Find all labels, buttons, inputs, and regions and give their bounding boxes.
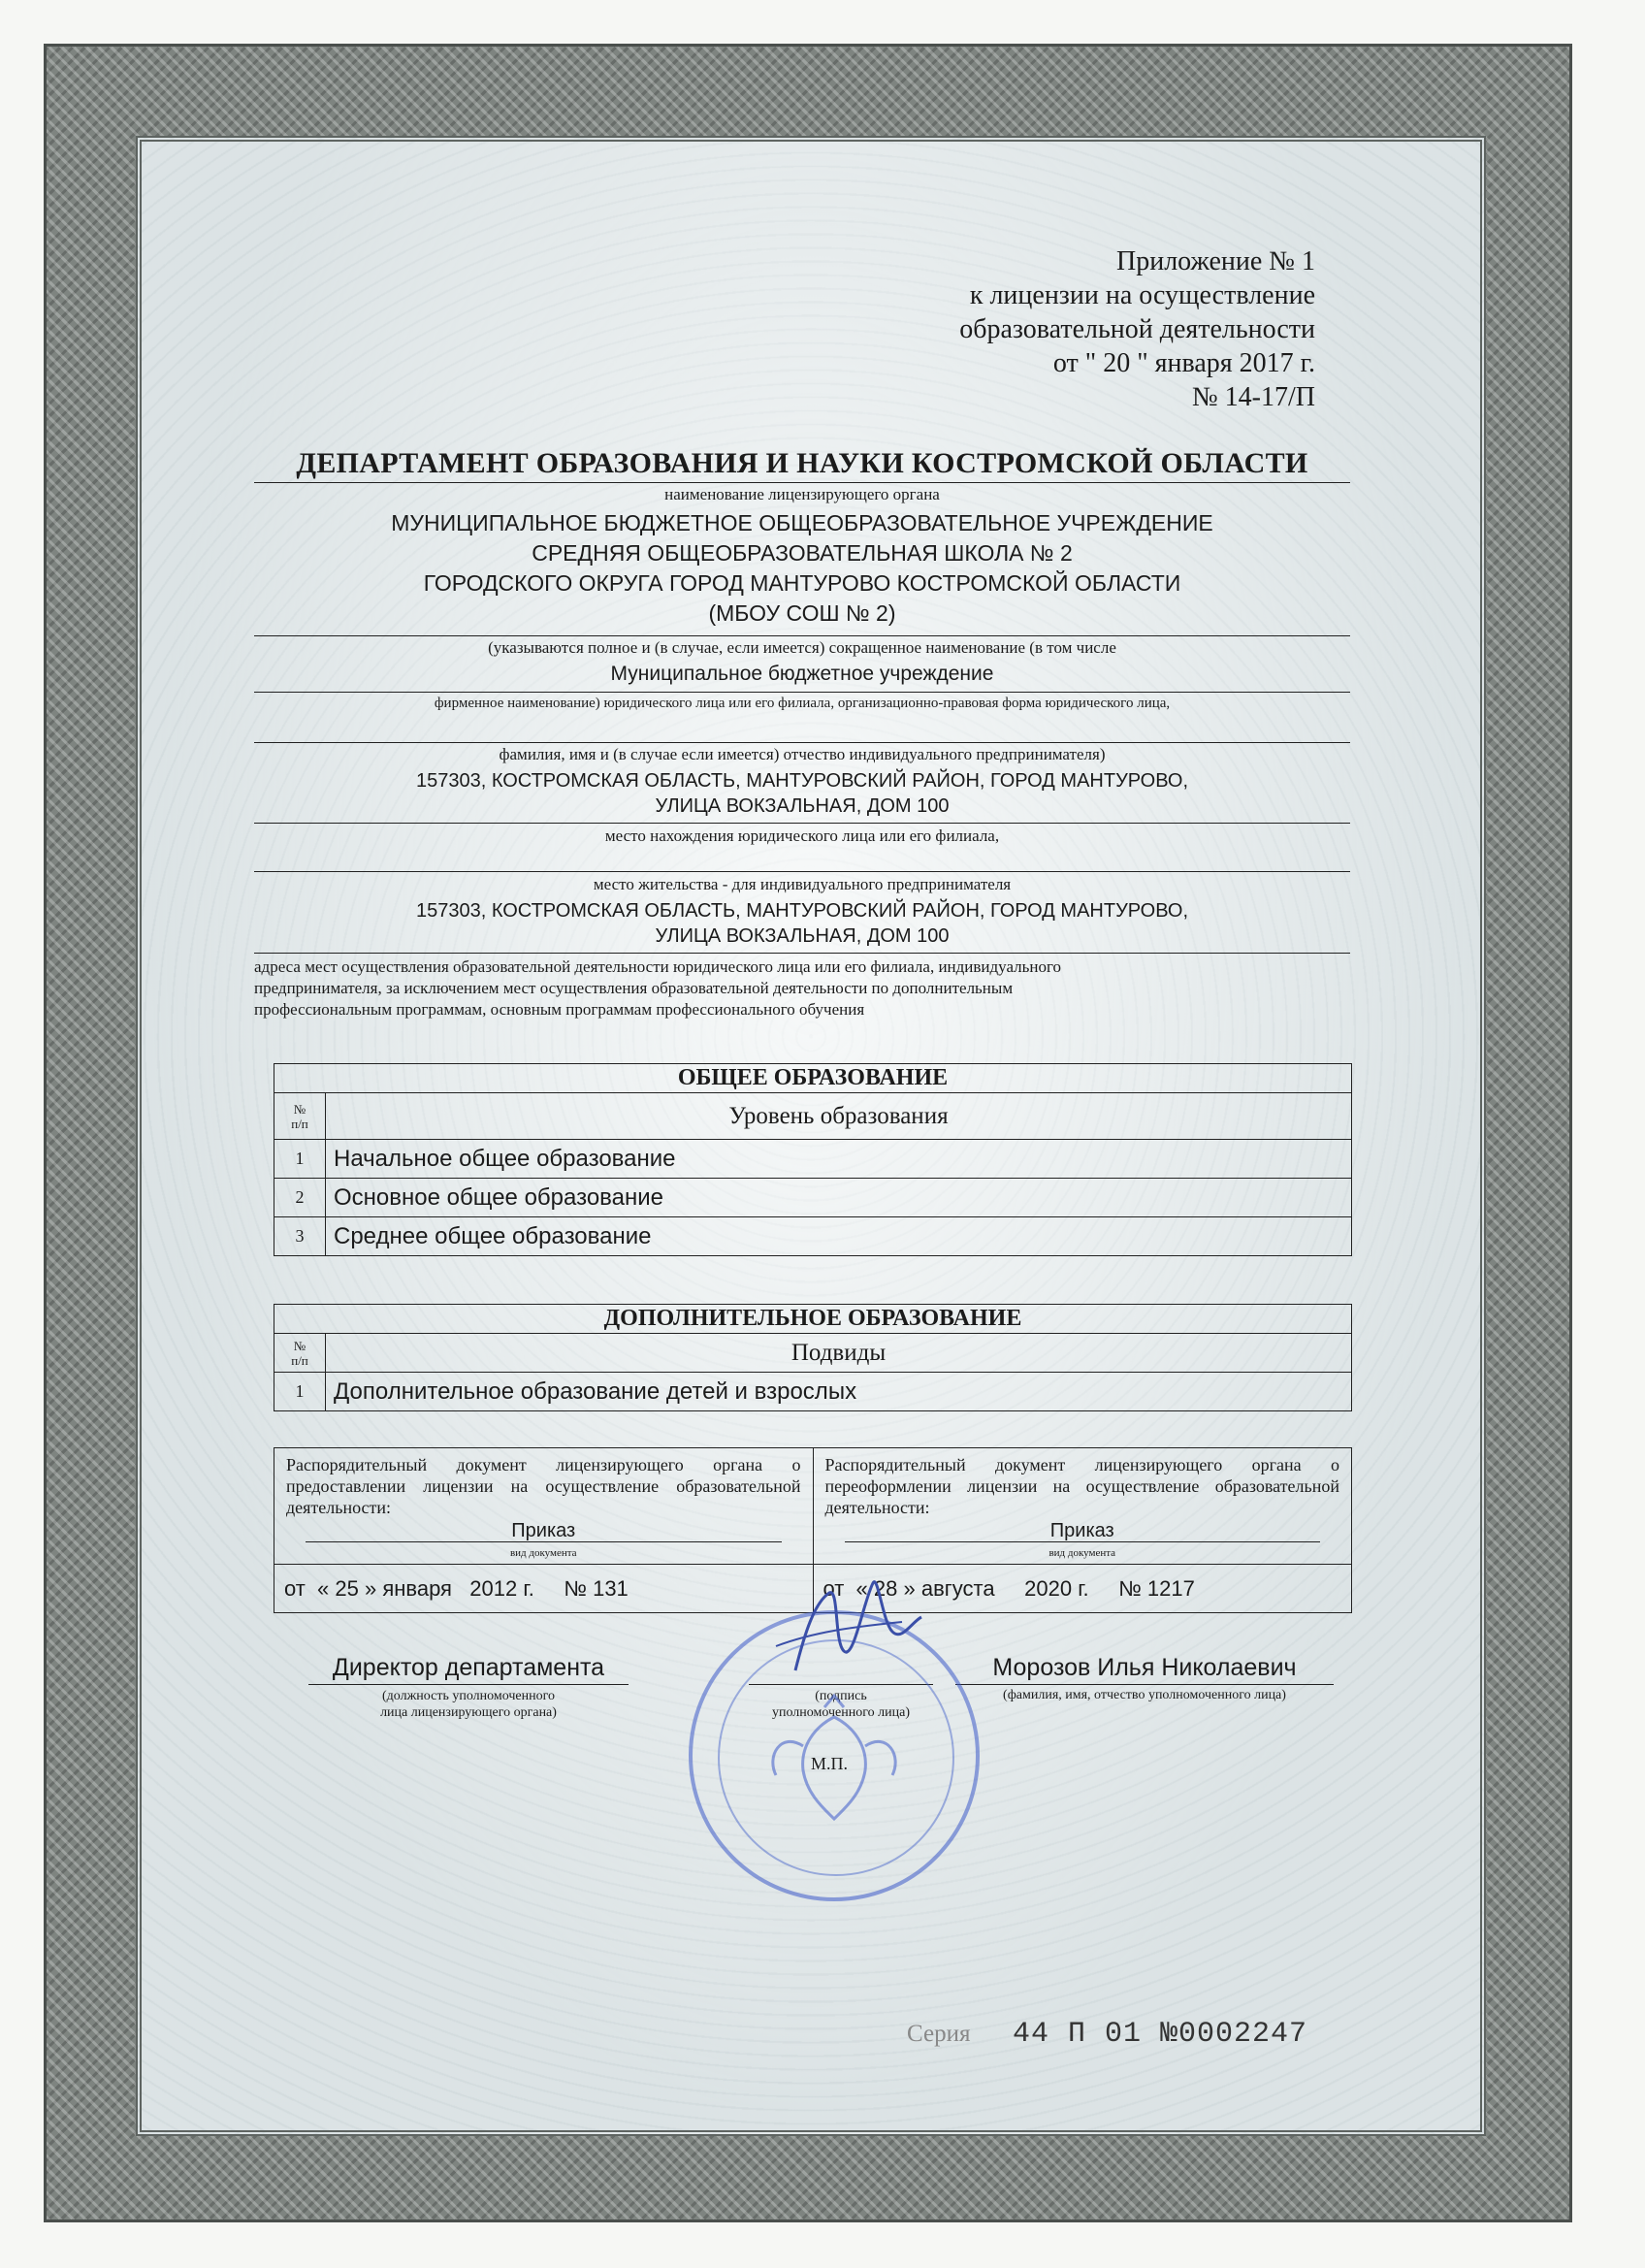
legal-form: Муниципальное бюджетное учреждение [610,663,994,685]
order-issuance-doc-type: Приказ [511,1520,576,1541]
licensee-full-name [254,508,1350,629]
additional-education-title: ДОПОЛНИТЕЛЬНОЕ ОБРАЗОВАНИЕ [274,1305,1352,1334]
caption-location: место нахождения юридического лица или его филиала, [604,826,1000,845]
row-number: 3 [274,1217,326,1256]
caption-residence: место жительства - для индивидуального предпринимателя [593,875,1012,893]
licensee-name-line: МУНИЦИПАЛЬНОЕ БЮДЖЕТНОЕ ОБЩЕОБРАЗОВАТЕЛЬНОЕ УЧРЕЖДЕНИЕ [391,510,1213,535]
divider [254,482,1350,483]
appendix-date: от " 20 " января 2017 г. [1052,348,1315,378]
address-line: УЛИЦА ВОКЗАЛЬНАЯ, ДОМ 100 [655,795,950,817]
address-line: 157303, КОСТРОМСКАЯ ОБЛАСТЬ, МАНТУРОВСКИЙ РАЙОН, ГОРОД МАНТУРОВО, [415,900,1189,922]
column-subtype-header: Подвиды [326,1334,1352,1373]
order-issuance-date: от « 25 » января 2012 г. № 131 [274,1565,814,1613]
signature-line [955,1684,1334,1685]
caption-line: профессиональным программам, основным программам профессионального обучения [254,1000,865,1019]
licensee-name-line: ГОРОДСКОГО ОКРУГА ГОРОД МАНТУРОВО КОСТРОМСКОЙ ОБЛАСТИ [423,570,1181,596]
order-issuance-cell [274,1448,814,1565]
divider [254,692,1350,693]
signatory-name: Морозов Илья Николаевич [992,1654,1297,1681]
table-row [274,1217,1352,1256]
divider [254,823,1350,824]
appendix-activity: образовательной деятельности [959,314,1315,344]
position-caption [308,1688,629,1721]
appendix-reg-number: № 14-17/П [1191,382,1315,412]
address-line: 157303, КОСТРОМСКАЯ ОБЛАСТЬ, МАНТУРОВСКИЙ РАЙОН, ГОРОД МАНТУРОВО, [415,770,1189,792]
order-issuance-text: Распорядительный документ лицензирующего органа о предоставлении лицензии на осуществление образовательной деятельности: [286,1455,801,1517]
caption-line: предпринимателя, за исключением мест осуществления образовательной деятельности по дополнительным [254,979,1014,997]
appendix-number: Приложение № 1 [1116,246,1315,276]
caption-line: (должность уполномоченного [382,1689,555,1703]
table-row [274,1140,1352,1179]
column-number-header: № п/п [274,1334,326,1373]
table-row [274,1373,1352,1411]
series-number: 44 П 01 №0002247 [1013,2018,1308,2051]
row-number: 1 [274,1373,326,1411]
column-level-header: Уровень образования [326,1093,1352,1140]
order-reissue-doc-caption: вид документа [845,1541,1321,1564]
row-number: 1 [274,1140,326,1179]
table-row [274,1179,1352,1217]
order-reissue-cell [813,1448,1352,1565]
row-level: Среднее общее образование [326,1217,1352,1256]
order-reissue-date: от « 28 » августа 2020 г. № 1217 [813,1565,1352,1613]
address-line: УЛИЦА ВОКЗАЛЬНАЯ, ДОМ 100 [655,925,950,947]
row-number: 2 [274,1179,326,1217]
divider [254,742,1350,743]
licensee-name-line: СРЕДНЯЯ ОБЩЕОБРАЗОВАТЕЛЬНАЯ ШКОЛА № 2 [532,540,1073,566]
caption-full-name: (указываются полное и (в случае, если имеется) сокращенное наименование (в том числе [488,638,1116,657]
divider [254,635,1350,636]
additional-education-table [274,1304,1352,1411]
caption-line: лица лицензирующего органа) [380,1705,557,1720]
appendix-header [733,244,1315,414]
order-reissue-text: Распорядительный документ лицензирующего органа о переоформлении лицензии на осуществление образовательной деятельности: [824,1455,1339,1517]
licensor-name: ДЕПАРТАМЕНТ ОБРАЗОВАНИЯ И НАУКИ КОСТРОМСКОЙ ОБЛАСТИ [296,447,1308,479]
handwritten-signature-icon [737,1564,931,1690]
caption-line: уполномоченного лица) [772,1705,910,1720]
activity-address [254,898,1350,949]
signature-line [308,1684,629,1685]
row-level: Начальное общее образование [326,1140,1352,1179]
row-subtype: Дополнительное образование детей и взрослых [326,1373,1352,1411]
column-number-header: № п/п [274,1093,326,1140]
caption-activity-places [254,956,1350,1021]
location-address [254,768,1350,819]
order-issuance-doc-caption: вид документа [306,1541,782,1564]
row-level: Основное общее образование [326,1179,1352,1217]
caption-firm-name: фирменное наименование) юридического лица или его филиала, организационно-правовая форма юридического лица, [434,696,1171,711]
divider [254,871,1350,872]
divider [254,953,1350,954]
general-education-title: ОБЩЕЕ ОБРАЗОВАНИЕ [274,1064,1352,1093]
caption-line: (подпись [815,1689,867,1703]
signatory-position: Директор департамента [332,1654,605,1681]
general-education-table [274,1063,1352,1256]
caption-line: адреса мест осуществления образовательной деятельности юридического лица или его филиала, индивидуального [254,957,1062,976]
licensee-short-name: (МБОУ СОШ № 2) [708,600,896,626]
licensor-caption: наименование лицензирующего органа [664,485,940,503]
name-caption: (фамилия, имя, отчество уполномоченного лица) [1003,1688,1286,1702]
series-label: Серия [907,2021,971,2047]
caption-entrepreneur: фамилия, имя и (в случае если имеется) отчество индивидуального предпринимателя) [499,745,1106,763]
order-reissue-doc-type: Приказ [1049,1520,1114,1541]
stamp-place-mark: М.П. [811,1754,849,1773]
appendix-to-license: к лицензии на осуществление [969,280,1315,310]
